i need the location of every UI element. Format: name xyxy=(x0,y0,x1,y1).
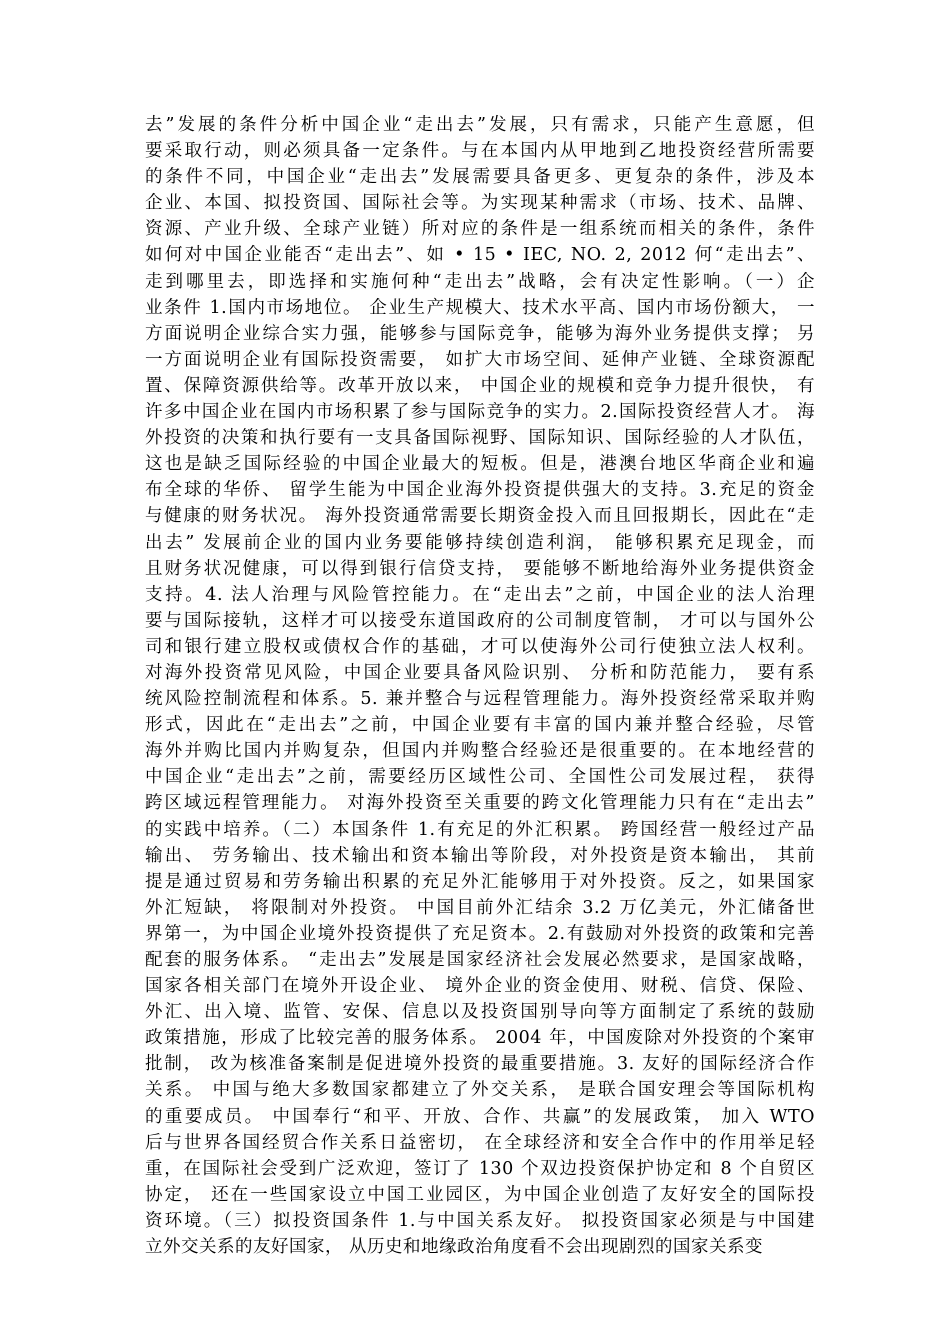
text-line: 要采取行动，则必须具备一定条件。与在本国内从甲地到乙地投资经营所需要 xyxy=(145,141,815,162)
text-line: 的实践中培养。（二）本国条件 1.有充足的外汇积累。 跨国经营一般经过产品 xyxy=(145,819,815,840)
text-line: 输出、 劳务输出、技术输出和资本输出等阶段，对外投资是资本输出， 其前 xyxy=(145,845,815,866)
text-line: 配套的服务体系。 “走出去”发展是国家经济社会发展必然要求，是国家战略， xyxy=(145,950,815,970)
text-line: 业条件 1.国内市场地位。 企业生产规模大、技术水平高、国内市场份额大， 一 xyxy=(145,297,815,318)
text-line: 政策措施，形成了比较完善的服务体系。 2004 年，中国废除对外投资的个案审 xyxy=(145,1028,815,1049)
text-line: 外投资的决策和执行要有一支具备国际视野、国际知识、国际经验的人才队伍， xyxy=(145,428,815,449)
text-line: 去”发展的条件分析中国企业“走出去”发展，只有需求，只能产生意愿，但 xyxy=(145,115,815,135)
text-line: 批制， 改为核准备案制是促进境外投资的最重要措施。3. 友好的国际经济合作 xyxy=(145,1054,815,1075)
body-text xyxy=(145,112,815,1260)
text-line: 资源、产业升级、全球产业链）所对应的条件是一组系统而相关的条件，条件 xyxy=(145,219,815,240)
text-line: 方面说明企业综合实力强，能够参与国际竞争，能够为海外业务提供支撑； 另 xyxy=(145,323,815,344)
text-line: 立外交关系的友好国家， 从历史和地缘政治角度看不会出现剧烈的国家关系变 xyxy=(145,1237,764,1258)
text-line: 与健康的财务状况。 海外投资通常需要长期资金投入而且回报期长，因此在“走 xyxy=(145,506,815,527)
text-line: 布全球的华侨、 留学生能为中国企业海外投资提供强大的支持。3.充足的资金 xyxy=(145,480,815,501)
text-line: 外汇短缺， 将限制对外投资。 中国目前外汇结余 3.2 万亿美元，外汇储备世 xyxy=(145,897,815,918)
text-line: 关系。 中国与绝大多数国家都建立了外交关系， 是联合国安理会等国际机构 xyxy=(145,1080,815,1101)
text-line: 企业、本国、拟投资国、国际社会等。为实现某种需求（市场、技术、品牌、 xyxy=(145,193,815,214)
text-line: 国家各相关部门在境外开设企业、 境外企业的资金使用、财税、信贷、保险、 xyxy=(145,976,815,997)
text-line: 的重要成员。 中国奉行“和平、开放、合作、共赢”的发展政策， 加入 WTO xyxy=(145,1106,815,1127)
text-line: 且财务状况健康，可以得到银行信贷支持， 要能够不断地给海外业务提供资金 xyxy=(145,558,815,579)
text-line: 跨区域远程管理能力。 对海外投资至关重要的跨文化管理能力只有在“走出去” xyxy=(145,793,815,814)
text-line: 这也是缺乏国际经验的中国企业最大的短板。但是，港澳台地区华商企业和遍 xyxy=(145,454,815,475)
text-line: 资环境。（三）拟投资国条件 1.与中国关系友好。 拟投资国家必须是与中国建 xyxy=(145,1210,815,1231)
text-line: 形式，因此在“走出去”之前，中国企业要有丰富的国内兼并整合经验，尽管 xyxy=(145,715,815,736)
text-line: 置、保障资源供给等。改革开放以来， 中国企业的规模和竞争力提升很快， 有 xyxy=(145,375,815,396)
text-line: 后与世界各国经贸合作关系日益密切， 在全球经济和安全合作中的作用举足轻 xyxy=(145,1132,815,1153)
text-line: 一方面说明企业有国际投资需要， 如扩大市场空间、延伸产业链、全球资源配 xyxy=(145,349,815,370)
text-line: 走到哪里去，即选择和实施何种“走出去”战略，会有决定性影响。（一）企 xyxy=(145,271,815,292)
text-line: 海外并购比国内并购复杂，但国内并购整合经验还是很重要的。在本地经营的 xyxy=(145,741,815,762)
text-line: 如何对中国企业能否“走出去”、如 • 15 • IEC, NO. 2, 2012 何“走出去”、 xyxy=(145,245,815,266)
text-line: 重，在国际社会受到广泛欢迎，签订了 130 个双边投资保护协定和 8 个自贸区 xyxy=(145,1158,815,1179)
text-line: 要与国际接轨，这样才可以接受东道国政府的公司制度管制， 才可以与国外公 xyxy=(145,610,815,631)
text-line: 统风险控制流程和体系。5. 兼并整合与远程管理能力。海外投资经常采取并购 xyxy=(145,689,815,710)
text-line: 中国企业“走出去”之前，需要经历区域性公司、全国性公司发展过程， 获得 xyxy=(145,767,815,788)
text-line: 的条件不同，中国企业“走出去”发展需要具备更多、更复杂的条件，涉及本 xyxy=(145,167,815,188)
text-line: 协定， 还在一些国家设立中国工业园区，为中国企业创造了友好安全的国际投 xyxy=(145,1184,815,1205)
text-line: 支持。4. 法人治理与风险管控能力。在“走出去”之前，中国企业的法人治理 xyxy=(145,584,815,605)
text-line: 司和银行建立股权或债权合作的基础，才可以使海外公司行使独立法人权利。 xyxy=(145,636,815,657)
text-line: 对海外投资常见风险，中国企业要具备风险识别、 分析和防范能力， 要有系 xyxy=(145,662,815,683)
text-line: 外汇、出入境、监管、安保、信息以及投资国别导向等方面制定了系统的鼓励 xyxy=(145,1002,815,1023)
text-line: 提是通过贸易和劳务输出积累的充足外汇能够用于对外投资。反之，如果国家 xyxy=(145,871,815,892)
text-line: 许多中国企业在国内市场积累了参与国际竞争的实力。2.国际投资经营人才。 海 xyxy=(145,402,815,423)
text-line: 出去” 发展前企业的国内业务要能够持续创造利润， 能够积累充足现金，而 xyxy=(145,532,815,553)
text-line: 界第一，为中国企业境外投资提供了充足资本。2.有鼓励对外投资的政策和完善 xyxy=(145,923,815,944)
